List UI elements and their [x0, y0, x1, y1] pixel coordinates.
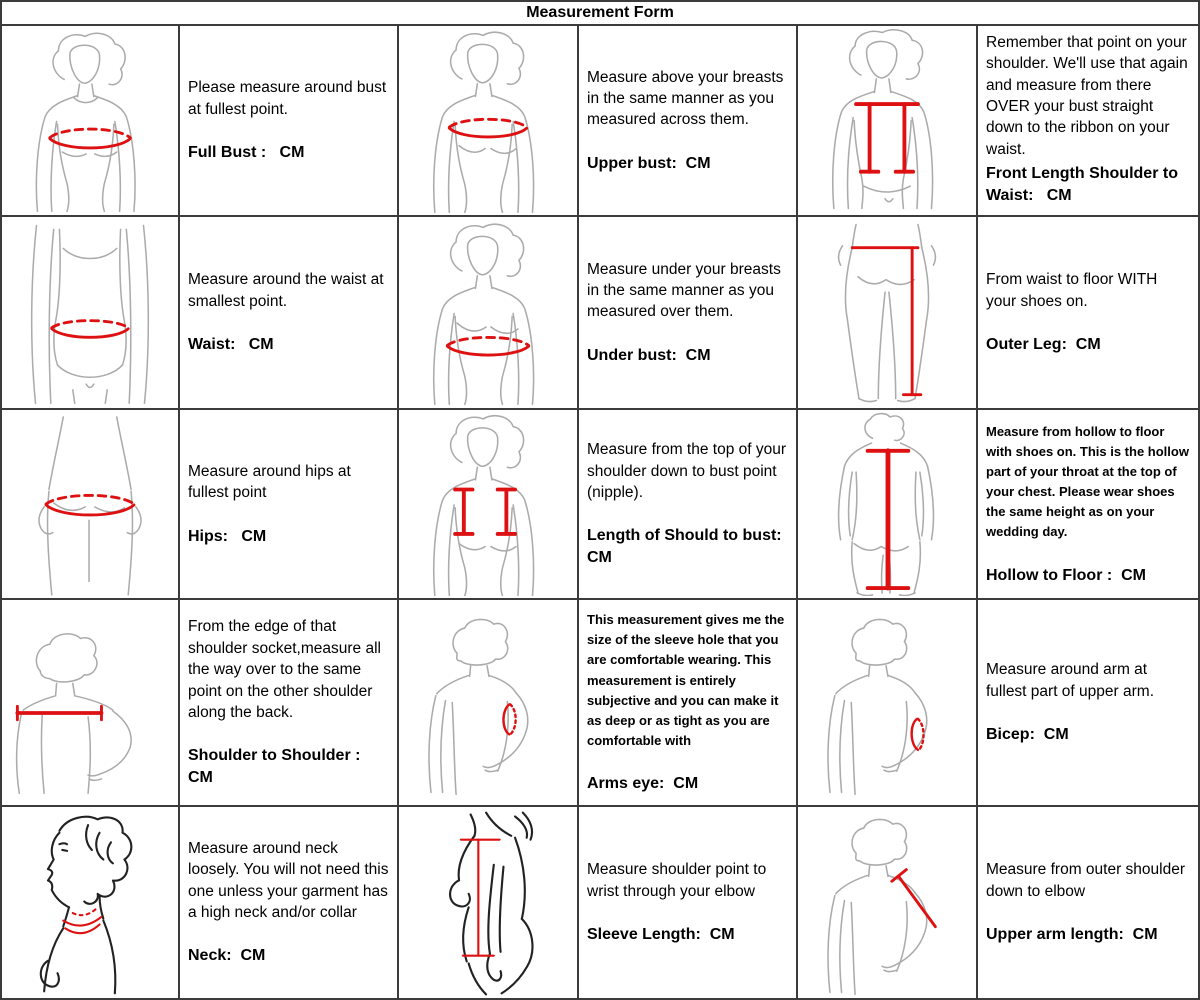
hollow-to-floor-label: Hollow to Floor : CM	[986, 566, 1146, 584]
arms-eye-text-cell	[579, 600, 798, 807]
hips-text-cell	[180, 410, 399, 600]
neck-text-cell	[180, 807, 399, 998]
bicep-text-cell	[978, 600, 1198, 807]
hollow-to-floor-figure-cell	[798, 410, 978, 600]
front-length-desc: Remember that point on your shoulder. We'll use that again and measure from there OVER your bust straight down to the ribbon on your waist.	[986, 33, 1193, 158]
hips-figure-icon	[4, 412, 176, 596]
front-length-figure-icon	[800, 28, 974, 213]
arms-eye-figure-cell	[399, 600, 579, 807]
bicep-figure-cell	[798, 600, 978, 807]
shoulder-to-shoulder-text-cell	[180, 600, 399, 807]
front-length-figure-cell	[798, 26, 978, 217]
under-bust-figure-icon	[401, 219, 575, 406]
neck-figure-icon	[4, 809, 176, 996]
measurement-table	[2, 26, 1198, 998]
sleeve-length-desc: Measure shoulder point to wrist through your elbow	[587, 861, 771, 900]
front-length-label: Front Length Shoulder to Waist: CM	[986, 165, 1183, 204]
outer-leg-label: Outer Leg: CM	[986, 336, 1101, 354]
upper-arm-figure-cell	[798, 807, 978, 998]
outer-leg-figure-icon	[800, 219, 974, 406]
hollow-to-floor-figure-icon	[800, 412, 974, 596]
shoulder-to-bust-desc: Measure from the top of your shoulder down to bust point (nipple).	[587, 441, 791, 502]
waist-desc: Measure around the waist at smallest point.	[188, 271, 388, 310]
full-bust-figure-icon	[4, 28, 176, 213]
full-bust-figure-cell	[2, 26, 180, 217]
outer-leg-desc: From waist to floor WITH your shoes on.	[986, 271, 1162, 310]
upper-arm-label: Upper arm length: CM	[986, 926, 1158, 944]
sleeve-length-figure-icon	[401, 809, 575, 996]
upper-bust-figure-icon	[401, 28, 575, 213]
hips-figure-cell	[2, 410, 180, 600]
arms-eye-desc: This measurement gives me the size of the sleeve hole that you are comfortable wearing. This measurement is entirely subjective and you can make it as deep or as tight as you are comfortable with	[587, 612, 788, 749]
hips-desc: Measure around hips at fullest point	[188, 462, 356, 502]
front-length-text-cell	[978, 26, 1198, 217]
under-bust-figure-cell	[399, 217, 579, 410]
neck-label: Neck: CM	[188, 947, 266, 965]
under-bust-text-cell	[579, 217, 798, 410]
sleeve-length-figure-cell	[399, 807, 579, 998]
upper-bust-figure-cell	[399, 26, 579, 217]
shoulder-to-bust-text-cell	[579, 410, 798, 600]
hips-label: Hips: CM	[188, 527, 267, 545]
waist-label: Waist: CM	[188, 336, 274, 354]
upper-bust-text-cell	[579, 26, 798, 217]
bicep-figure-icon	[800, 602, 974, 803]
shoulder-to-bust-figure-icon	[401, 412, 575, 596]
waist-figure-cell	[2, 217, 180, 410]
shoulder-to-shoulder-figure-icon	[4, 602, 176, 803]
form-title: Measurement Form	[2, 2, 1198, 26]
arms-eye-figure-icon	[401, 602, 575, 803]
hollow-to-floor-text-cell	[978, 410, 1198, 600]
shoulder-to-shoulder-label: Shoulder to Shoulder : CM	[188, 747, 365, 786]
outer-leg-text-cell	[978, 217, 1198, 410]
neck-desc: Measure around neck loosely. You will not need this one unless your garment has a high neck and/or collar	[188, 839, 393, 922]
upper-bust-label: Upper bust: CM	[587, 154, 711, 172]
arms-eye-label: Arms eye: CM	[587, 775, 699, 793]
upper-arm-figure-icon	[800, 809, 974, 996]
shoulder-to-bust-label: Length of Should to bust: CM	[587, 527, 791, 567]
full-bust-desc: Please measure around bust at fullest point.	[188, 79, 391, 118]
bicep-desc: Measure around arm at fullest part of upper arm.	[986, 661, 1154, 700]
hollow-to-floor-desc: Measure from hollow to floor with shoes on. This is the hollow part of your throat at the top of your chest. Please wear shoes the same height as on your wedding day.	[986, 423, 1193, 540]
sleeve-length-label: Sleeve Length: CM	[587, 926, 735, 944]
full-bust-text-cell	[180, 26, 399, 217]
upper-bust-desc: Measure above your breasts in the same manner as you measured across them.	[587, 68, 788, 129]
sleeve-length-text-cell	[579, 807, 798, 998]
waist-figure-icon	[4, 219, 176, 406]
upper-arm-text-cell	[978, 807, 1198, 998]
under-bust-label: Under bust: CM	[587, 346, 711, 364]
waist-text-cell	[180, 217, 399, 410]
upper-arm-desc: Measure from outer shoulder down to elbow	[986, 861, 1190, 900]
under-bust-desc: Measure under your breasts in the same manner as you measured over them.	[587, 260, 786, 321]
outer-leg-figure-cell	[798, 217, 978, 410]
neck-figure-cell	[2, 807, 180, 998]
full-bust-label: Full Bust : CM	[188, 144, 305, 162]
shoulder-to-bust-figure-cell	[399, 410, 579, 600]
shoulder-to-shoulder-figure-cell	[2, 600, 180, 807]
bicep-label: Bicep: CM	[986, 726, 1069, 744]
shoulder-to-shoulder-desc: From the edge of that shoulder socket,measure all the way over to the same point on the other shoulder along the back.	[188, 618, 386, 721]
